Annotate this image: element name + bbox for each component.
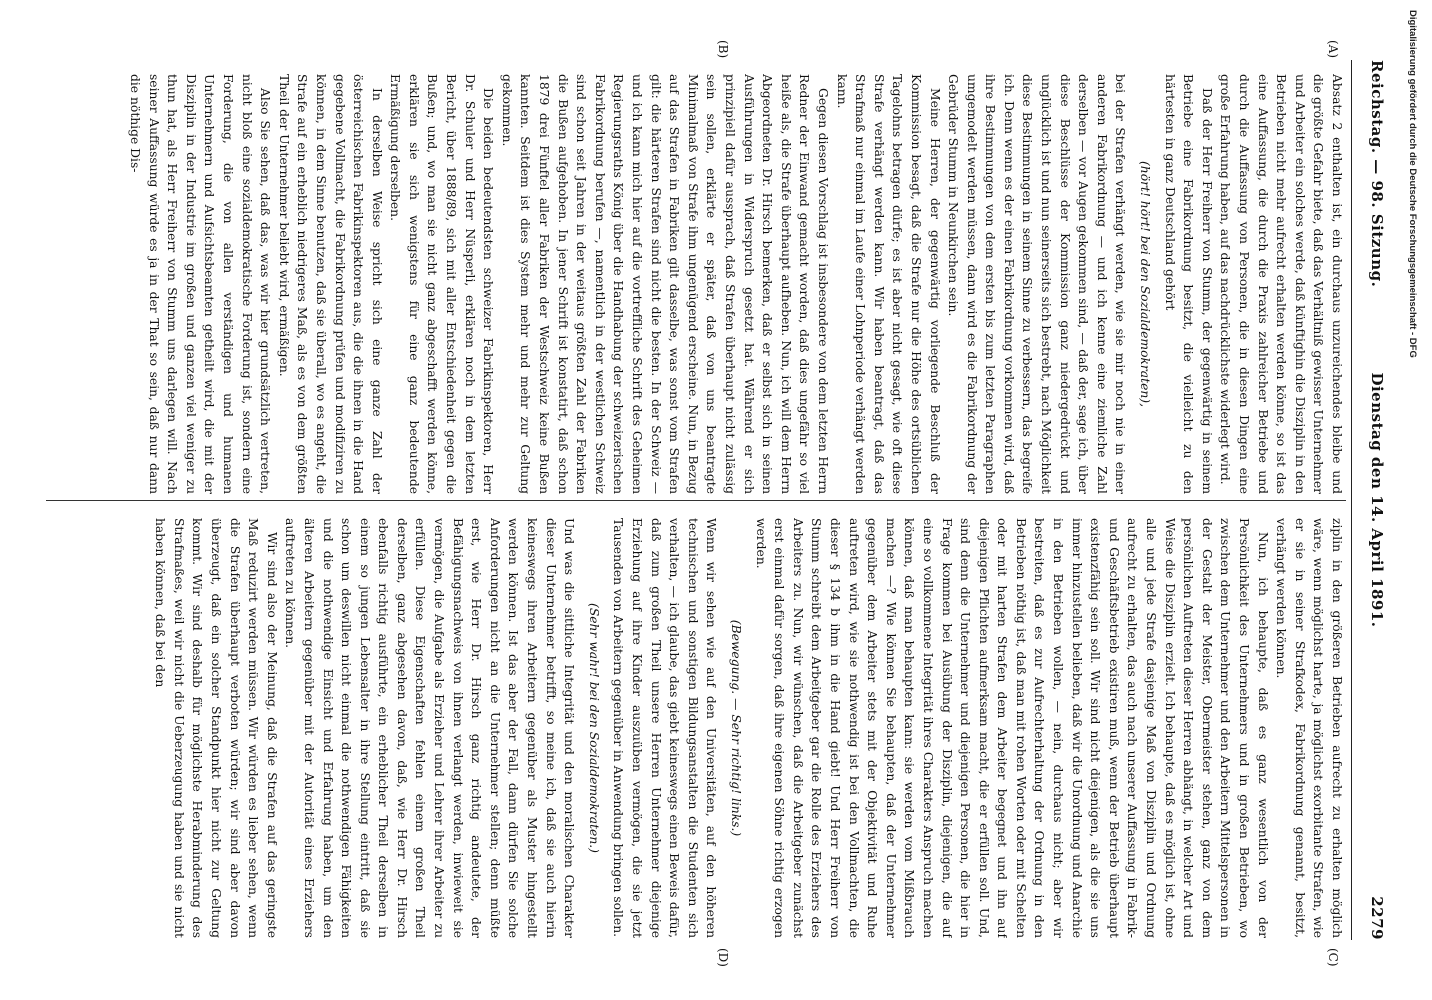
paragraph: Daß der Herr Freiherr von Stumm, der gegenwärtig in seinem Betriebe eine Fabrikordnung besitzt, die vielleicht zu den härtesten in ganz Deutschland gehört <box>1162 74 1214 494</box>
interjection: (Sehr wahr! bei den Sozialdemokraten.) <box>586 603 601 853</box>
interjection: (Bewegung. — Sehr richtig! links.) <box>729 619 743 837</box>
right-column <box>46 518 1346 938</box>
paragraph: ziplin in den größeren Betrieben aufrecht zu erhalten möglich wäre, wenn möglichst harte, ja möglichst exorbitante Strafen, wie er sie in seiner Strafkodex, Fabrikordnung genannt, besitzt, verhängt werden können. <box>1274 518 1344 938</box>
header-rule <box>1351 60 1352 940</box>
paragraph: Nun, ich behaupte, daß es ganz wesentlich von der Persönlichkeit des Unternehmers und in großen Betrieben, wo zwischen dem Unternehmer und den Arbeitern Mittelspersonen in der Gestalt der Meister, Obermeister stehen, ganz von dem persönlichen Auftreten dieser Herren abhängt, in welcher Art und Weise die Disziplin erzielt. Ich behaupte, daß es möglich ist, ohne alle und jede Strafe dasjenige Maß von Disziplin und Ordnung aufrecht zu erhalten, das auch nach unserer Auffassung in Fabrik- und Geschäftsbetrieb existiren muß, wenn der Betrieb überhaupt existenzfähig sein soll. Wir sind nicht diejenigen, als die sie uns immer hinzustellen belieben, daß wir die Unordnung und Anarchie in den Betrieben wollen, — nein, durchaus nicht; aber wir bestreiten, daß es zur Aufrechterhaltung der Ordnung in den Betrieben nöthig ist, daß man mit rohen Worten oder mit Schelten oder mit harten Strafen dem Arbeiter begegnet und ihn auf diejenigen Pflichten aufmerksam macht, die er erfüllen soll. Und, sind denn die Unternehmer und diejenigen Personen, die hier in Frage kommen bei Ausübung der Disziplin, diejenigen, die auf eine so vollkommene Integrität ihres Charakters Anspruch machen können, daß man behaupten kann: sie werden vom Mißbrauch machen —? Wie können Sie behaupten, daß der Unternehmer gegenüber dem Arbeiter stets mit der Objektivität und Ruhe auftreten wird, wie sie nothwendig ist bei den Vollmachten, die dieser § 134 b ihm in die Hand giebt! Und Herr Freiherr von Stumm schreibt dem Arbeitgeber gar die Rolle des Erziehers des Arbeiters zu. Nun, wir wünschen, daß die Arbeitgeber zunächst erst einmal dafür sorgen, daß ihre eigenen Söhne richtig erzogen werden. <box>753 518 1270 938</box>
paragraph: Also Sie sehen, daß das, was wir hier grundsätzlich vertreten, nicht bloß eine sozialdemokratische Forderung ist, sondern eine Forderung, die von allen verständigen und humanen Unternehmern und Aufsichtsbeamten getheilt wird, die mit der Disziplin in der Industrie im großen und ganzen viel weniger zu thun hat, als Herr Freiherr von Stumm uns darlegen will. Nach seiner Auffassung würde es ja in der That so sein, daß nur dann die nöthige Dis- <box>128 74 273 494</box>
column-divider <box>46 500 1346 501</box>
margin-marker-d: (D) <box>716 948 730 967</box>
paragraph: In derselben Weise spricht sich eine ganze Zahl der österreichischen Fabrikinspektoren aus, die die ihnen in die Hand gegebene Vollmacht, die Fabrikordnung prüfen und modifiziren zu können, in dem Sinne benutzen, daß sie überall, wo es angeht, die Strafe auf ein erheblich niedrigeres Maß, als es von dem größten Theil der Unternehmer beliebt wird, ermäßigen. <box>276 74 384 494</box>
paragraph: Die beiden bedeutendsten schweizer Fabrikinspektoren, Herr Dr. Schuler und Herr Nüsperli, erklären noch in dem letzten Bericht, über 1888/89, sich mit aller Entschiedenheit gegen die Bußen; und, wo man sie nicht ganz abgeschafft werden könne, erklären sie sich wenigstens für eine ganz bedeutende Ermäßigung derselben. <box>388 74 496 494</box>
left-column <box>46 74 1346 494</box>
margin-marker-a: (A) <box>1326 40 1340 59</box>
paragraph: Absatz 2 enthalten ist, ein durchaus unzureichendes bleibe und die größte Gefahr biete, daß das Verhältniß gewisser Unternehmer und Arbeiter ein solches werde, daß künftighin die Disziplin in den Betrieben nicht mehr aufrecht erhalten werden könne, so ist das eine Auffassung, die durch die Praxis zahlreicher Betriebe und durch die Auffassung von Personen, die in diesen Dingen eine große Erfahrung haben, auf das nachdrücklichste widerlegt wird. <box>1218 74 1344 494</box>
stamp-text: Digitalisierung gefördert durch die Deutsche Forschungsgemeinschaft - DFG <box>1407 10 1418 358</box>
margin-marker-b: (B) <box>716 40 730 59</box>
paragraph: Gegen diesen Vorschlag ist insbesondere von dem letzten Herrn Redner der Einwand gemacht worden, daß dies ungefähr so viel heiße als, die Strafe überhaupt aufheben. Nun, ich will dem Herrn Abgeordneten Dr. Hirsch bemerken, daß er selbst sich in seinen Ausführungen in Widerspruch gesetzt hat. Während er sich prinzipiell dafür aussprach, daß Strafen überhaupt nicht zulässig sein sollen, erklärte er später, daß von uns beantragte Minimalmaß von Strafe ihm ungenügend erscheine. Nun, in Bezug auf das Strafen in Fabriken gilt dasselbe, was sonst vom Strafen gilt: die härteren Strafen sind nicht die besten. In der Schweiz — und ich kann mich hier auf die vortreffliche Schrift des Geheimen Regierungsraths König über die Handhabung der schweizerischen Fabrikordnung berufen —, namentlich in der westlichen Schweiz sind schon seit Jahren in der weitaus größten Zahl der Fabriken die Bußen aufgehoben. In jener Schrift ist konstatirt, daß schon 1879 drei Fünftel aller Fabriken der Westschweiz keine Bußen kannten. Seitdem ist dies System mehr und mehr zur Geltung gekommen. <box>499 74 830 494</box>
paragraph: Wenn wir sehen wie auf den Universitäten, auf den höheren technischen und sonstigen Bildungsanstalten die Studenten sich verhalten, — ich glaube, das giebt keineswegs einen Beweis dafür, daß zum großen Theil unsere Herren Unternehmer diejenige Erziehung auf ihre Kinder auszuüben vermögen, die sie jetzt Tausenden von Arbeitern gegenüber in Anwendung bringen sollen. <box>611 518 719 938</box>
margin-marker-c: (C) <box>1326 948 1340 967</box>
header-date: Dienstag den 14. April 1891. <box>1368 372 1386 628</box>
page-number: 2279 <box>1368 896 1386 940</box>
page-header <box>1356 60 1386 940</box>
digitization-stamp <box>1400 0 1424 1000</box>
paragraph: Meine Herren, der gegenwärtig vorliegende Beschluß der Kommission besagt, daß die Strafe nur die Höhe des ortsüblichen Tagelohns betragen dürfe; es ist aber nicht gesagt, wie oft diese Strafe verhängt werden kann. Wir haben beantragt, daß das Strafmaß nur einmal im Laufe einer Lohnperiode verhängt werden kann. <box>834 74 942 494</box>
header-left: Reichstag. — 98. Sitzung. <box>1368 60 1386 288</box>
paragraph: bei der Strafen verhängt werden, wie sie mir noch nie in einer anderen Fabrikordnung — und ich kenne eine ziemliche Zahl derselben — vor Augen gekommen sind, — daß der, sage ich, über diese Beschlüsse der Kommission ganz niedergedrückt und unglücklich ist und nun seinerseits sich bestrebt, nach Möglichkeit diese Bestimmungen in seinem Sinne zu verbessern, das begreife ich. Denn wenn es der einen Fabrikordnung vorkommen wird, daß ihre Bestimmungen von dem ersten bis zum letzten Paragraphen umgemodelt werden müssen, dann wird es die Fabrikordnung der Gebrüder Stumm in Neunkirchen sein. <box>946 74 1128 494</box>
paragraph: Wir sind also der Meinung, daß die Strafen auf das geringste Maß reduzirt werden müssen. Wir würden es lieber sehen, wenn die Strafen überhaupt verboten würden; wir sind aber davon überzeugt, daß ein solcher Standpunkt hier nicht zur Geltung kommt. Wir sind deshalb für möglichste Herabminderung des Strafmaßes, weil wir nicht die Ueberzeugung haben und sie nicht haben können, daß bei den <box>153 518 279 938</box>
interjection: (hört! hört! bei den Sozialdemokraten), <box>1138 161 1153 407</box>
paragraph: Und was die sittliche Integrität und den moralischen Charakter dieser Unternehmer betrifft, so meine ich, daß sie auch hierin keineswegs ihren Arbeitern gegenüber als Muster hingestellt werden können. Ist das aber der Fall, dann dürfen Sie solche Anforderungen nicht an die Unternehmer stellen; denn müßte erst, wie Herr Dr. Hirsch ganz richtig andeutete, der Befähigungsnachweis von ihnen verlangt werden, inwieweit sie vermögen, die Aufgabe als Erzieher und Lehrer ihrer Arbeiter zu erfüllen. Diese Eigenschaften fehlen einem großen Theil derselben, ganz abgesehen davon, daß, wie Herr Dr. Hirsch ebenfalls richtig ausführte, ein erheblicher Theil derselben in einem so jungen Lebensalter in ihre Stellung eintritt, daß sie schon um deswillen nicht einmal die nothwendigen Fähigkeiten und die nothwendige Einsicht und Erfahrung haben, um den älteren Arbeitern gegenüber mit der Autorität eines Erziehers auftreten zu können. <box>283 518 577 938</box>
